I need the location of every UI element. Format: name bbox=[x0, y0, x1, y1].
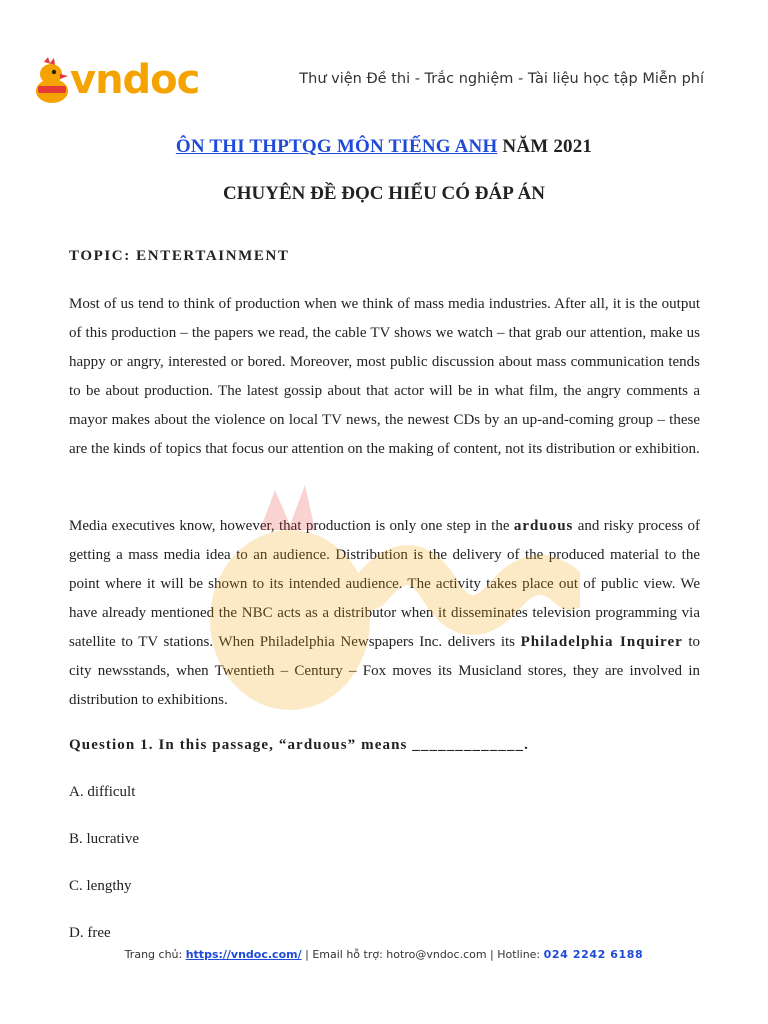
p2-bold-arduous: arduous bbox=[513, 518, 574, 534]
footer-home-link[interactable]: https://vndoc.com/ bbox=[185, 948, 302, 961]
page-header bbox=[0, 55, 768, 105]
page-footer bbox=[0, 948, 768, 961]
logo-wordmark: vndoc bbox=[70, 57, 200, 103]
document-title bbox=[0, 136, 768, 158]
option-b[interactable]: B. lucrative bbox=[69, 831, 139, 847]
question-1: Question 1. In this passage, “arduous” means _____________. bbox=[69, 737, 529, 753]
vndoc-logo[interactable] bbox=[30, 55, 199, 105]
footer-hotline: 024 2242 6188 bbox=[543, 948, 644, 961]
p2-text-b: and risky process of getting a mass media idea to an audience. Distribution is the delivery of the produced material to the point where it will be shown to its intended audience. The activity takes place out of public view. We have already mentioned the NBC acts as a distributor when it disseminates television programming via satellite to TV stations. When Philadelphia Newspapers Inc. delivers its bbox=[69, 518, 701, 650]
title-year: NĂM 2021 bbox=[497, 136, 593, 157]
topic-heading: TOPIC: ENTERTAINMENT bbox=[69, 248, 290, 264]
document-subtitle: CHUYÊN ĐỀ ĐỌC HIỂU CÓ ĐÁP ÁN bbox=[223, 183, 545, 204]
chicken-mascot-icon bbox=[30, 56, 74, 104]
title-link[interactable]: ÔN THI THPTQG MÔN TIẾNG ANH bbox=[175, 136, 498, 157]
option-d[interactable]: D. free bbox=[69, 925, 111, 941]
header-tagline: Thư viện Đề thi - Trắc nghiệm - Tài liệu học tập Miễn phí bbox=[299, 71, 704, 87]
option-c[interactable]: C. lengthy bbox=[69, 878, 132, 894]
passage-paragraph-1: Most of us tend to think of production when we think of mass media industries. After all, it is the output of this production – the papers we read, the cable TV shows we watch – that grab our attention, make us happy or angry, interested or bored. Moreover, most public discussion about mass communication tends to be about production. The latest gossip about that actor will be in what film, the angry comments a mayor makes about the violence on local TV news, the newest CDs by an up-and-coming group – these are the kinds of topics that focus our attention on the making of content, not its distribution or exhibition. bbox=[69, 296, 700, 457]
p2-bold-inquirer: Philadelphia Inquirer bbox=[520, 634, 683, 650]
footer-email-label: | Email hỗ trợ: hotro@vndoc.com | Hotline: bbox=[301, 948, 544, 961]
p2-text-c: to city newsstands, when Twentieth – Century – Fox moves its Musicland stores, they are involved in distribution to exhibitions. bbox=[69, 634, 701, 708]
option-a[interactable]: A. difficult bbox=[69, 784, 136, 800]
footer-home-label: Trang chủ: bbox=[124, 948, 186, 961]
p2-text-a: Media executives know, however, that production is only one step in the bbox=[69, 518, 514, 534]
passage-paragraph-2 bbox=[69, 512, 700, 715]
